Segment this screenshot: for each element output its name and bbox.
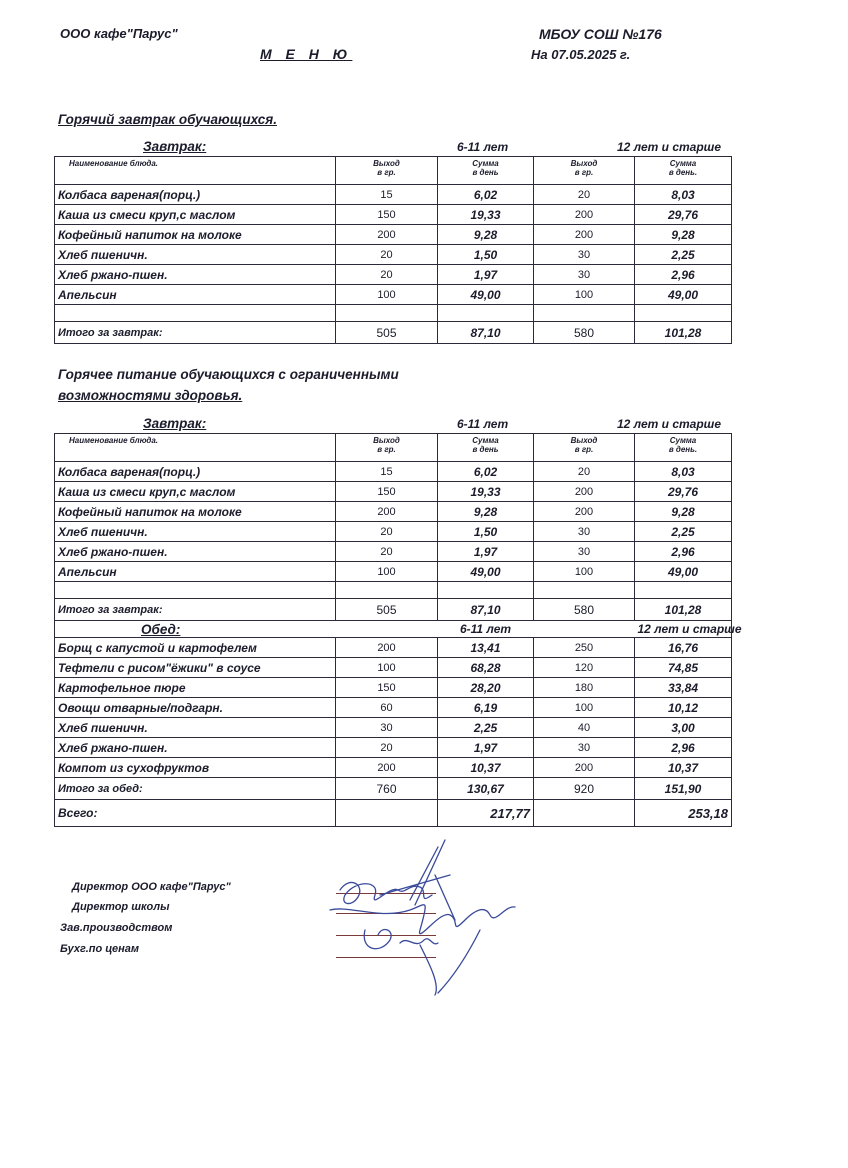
table-row: Компот из сухофруктов 200 10,37 200 10,37 xyxy=(55,758,732,778)
section1-title: Горячий завтрак обучающихся. xyxy=(58,112,277,127)
col-yield-1: Выход в гр. xyxy=(336,157,438,185)
age-group-1-label: 6-11 лет xyxy=(457,417,509,431)
page-title: М Е Н Ю xyxy=(260,46,353,62)
section2-breakfast-label: Завтрак: xyxy=(143,416,207,431)
table-row: Овощи отварные/подгарн. 60 6,19 100 10,12 xyxy=(55,698,732,718)
col-sum-2: Сумма в день. xyxy=(635,157,732,185)
menu-date: На 07.05.2025 г. xyxy=(531,47,631,62)
table-row: Хлеб ржано-пшен. 20 1,97 30 2,96 xyxy=(55,265,732,285)
table-row: Хлеб ржано-пшен. 20 1,97 30 2,96 xyxy=(55,738,732,758)
section1-table xyxy=(54,156,732,344)
col-sum-2: Сумма в день. xyxy=(635,434,732,462)
school-name: МБОУ СОШ №176 xyxy=(539,26,662,42)
table-row: Апельсин 100 49,00 100 49,00 xyxy=(55,285,732,305)
table-row: Колбаса вареная(порц.) 15 6,02 20 8,03 xyxy=(55,185,732,205)
table-row: Каша из смеси круп,с маслом 150 19,33 200 29,76 xyxy=(55,205,732,225)
signature-stroke xyxy=(330,905,515,934)
signature-label-accountant: Бухг.по ценам xyxy=(60,943,139,955)
table-row: Колбаса вареная(порц.) 15 6,02 20 8,03 xyxy=(55,462,732,482)
table-row: Кофейный напиток на молоке 200 9,28 200 9,28 xyxy=(55,225,732,245)
col-sum-1: Сумма в день xyxy=(438,434,534,462)
col-yield-1: Выход в гр. xyxy=(336,434,438,462)
grand-total-row: Всего: 217,77 253,18 xyxy=(55,800,732,827)
age-group-1-label: 6-11 лет xyxy=(438,621,534,638)
table-row: Кофейный напиток на молоке 200 9,28 200 9,28 xyxy=(55,502,732,522)
age-group-2-label: 12 лет и старше xyxy=(617,417,722,431)
table-row: Хлеб ржано-пшен. 20 1,97 30 2,96 xyxy=(55,542,732,562)
empty-row xyxy=(55,582,732,599)
table-row: Хлеб пшеничн. 20 1,50 30 2,25 xyxy=(55,522,732,542)
col-yield-2: Выход в гр. xyxy=(534,157,635,185)
col-dish-name: Наименование блюда. xyxy=(55,157,336,185)
signature-label-cafe-director: Директор ООО кафе"Парус" xyxy=(72,881,231,893)
table-row: Каша из смеси круп,с маслом 150 19,33 200 29,76 xyxy=(55,482,732,502)
table-row: Тефтели с рисом"ёжики" в соусе 100 68,28 120 74,85 xyxy=(55,658,732,678)
age-group-1-label: 6-11 лет xyxy=(457,140,509,154)
empty-row xyxy=(55,305,732,322)
total-row: Итого за завтрак: 505 87,10 580 101,28 xyxy=(55,599,732,621)
table-row: Картофельное пюре 150 28,20 180 33,84 xyxy=(55,678,732,698)
lunch-meal-label: Обед: xyxy=(141,621,181,637)
col-dish-name: Наименование блюда. xyxy=(55,434,336,462)
total-row: Итого за завтрак: 505 87,10 580 101,28 xyxy=(55,322,732,344)
signature-stroke xyxy=(364,930,438,949)
table-row: Борщ с капустой и картофелем 200 13,41 250 16,76 xyxy=(55,638,732,658)
signature-stroke xyxy=(410,840,445,905)
table-row: Хлеб пшеничн. 20 1,50 30 2,25 xyxy=(55,245,732,265)
signature-label-school-director: Директор школы xyxy=(72,901,170,913)
table-header-row xyxy=(55,434,732,462)
section1-meal-label: Завтрак: xyxy=(143,139,207,154)
col-yield-2: Выход в гр. xyxy=(534,434,635,462)
col-sum-1: Сумма в день xyxy=(438,157,534,185)
handwritten-signatures xyxy=(320,835,530,1000)
section2-table xyxy=(54,433,742,827)
table-row: Апельсин 100 49,00 100 49,00 xyxy=(55,562,732,582)
lunch-subheader-row xyxy=(55,621,732,638)
table-row: Хлеб пшеничн. 30 2,25 40 3,00 xyxy=(55,718,732,738)
org-name: ООО кафе"Парус" xyxy=(60,26,178,41)
section2-title-line2: возможностями здоровья. xyxy=(58,388,243,403)
age-group-2-label: 12 лет и старше xyxy=(635,621,732,638)
table-header-row xyxy=(55,157,732,185)
section2-title-line1: Горячее питание обучающихся с ограниченными xyxy=(58,367,399,382)
age-group-2-label: 12 лет и старше xyxy=(617,140,722,154)
total-row: Итого за обед: 760 130,67 920 151,90 xyxy=(55,778,732,800)
signature-label-production-manager: Зав.производством xyxy=(60,922,173,934)
